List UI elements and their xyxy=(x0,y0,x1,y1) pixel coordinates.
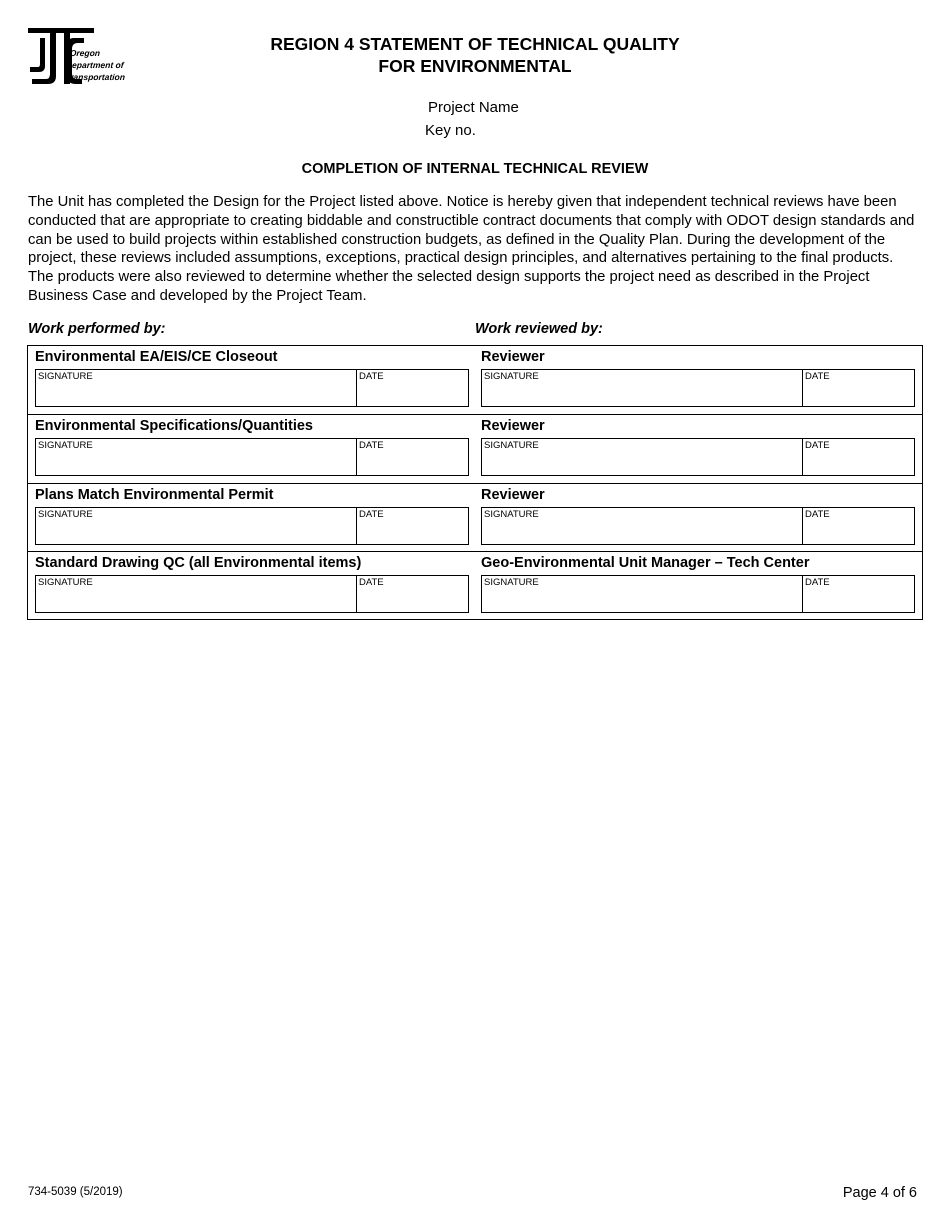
title-line-2: FOR ENVIRONMENTAL xyxy=(378,56,572,76)
performer-signature-box[interactable] xyxy=(35,575,469,613)
page-title xyxy=(200,33,750,77)
date-label: DATE xyxy=(805,577,830,588)
odot-logo xyxy=(26,26,146,88)
signature-label: SIGNATURE xyxy=(484,440,539,451)
date-divider xyxy=(802,439,803,475)
date-divider xyxy=(802,576,803,612)
date-divider xyxy=(356,370,357,406)
date-label: DATE xyxy=(359,440,384,451)
signature-row xyxy=(28,483,922,552)
performer-role-title: Environmental EA/EIS/CE Closeout xyxy=(35,349,278,365)
performer-role-title: Plans Match Environmental Permit xyxy=(35,487,274,503)
date-label: DATE xyxy=(359,371,384,382)
date-divider xyxy=(356,508,357,544)
date-label: DATE xyxy=(805,509,830,520)
date-divider xyxy=(356,576,357,612)
performer-role-title: Standard Drawing QC (all Environmental items) xyxy=(35,555,362,571)
date-label: DATE xyxy=(805,371,830,382)
signature-label: SIGNATURE xyxy=(38,509,93,520)
reviewer-signature-box[interactable] xyxy=(481,575,915,613)
section-title: COMPLETION OF INTERNAL TECHNICAL REVIEW xyxy=(301,161,649,177)
date-label: DATE xyxy=(805,440,830,451)
signature-label: SIGNATURE xyxy=(484,371,539,382)
work-performed-heading: Work performed by: xyxy=(28,321,166,337)
date-label: DATE xyxy=(359,509,384,520)
reviewer-role-title: Reviewer xyxy=(481,418,545,434)
logo-line-department: Department of xyxy=(65,60,124,70)
key-no-label: Key no. xyxy=(425,122,476,139)
date-label: DATE xyxy=(359,577,384,588)
form-number: 734-5039 (5/2019) xyxy=(28,1186,123,1198)
date-divider xyxy=(356,439,357,475)
performer-role-title: Environmental Specifications/Quantities xyxy=(35,418,313,434)
reviewer-role-title: Geo-Environmental Unit Manager – Tech Center xyxy=(481,555,810,571)
date-divider xyxy=(802,370,803,406)
logo-line-transportation: Transportation xyxy=(64,72,126,82)
performer-signature-box[interactable] xyxy=(35,507,469,545)
signature-label: SIGNATURE xyxy=(38,440,93,451)
reviewer-role-title: Reviewer xyxy=(481,349,545,365)
reviewer-signature-box[interactable] xyxy=(481,438,915,476)
signature-label: SIGNATURE xyxy=(38,371,93,382)
performer-signature-box[interactable] xyxy=(35,438,469,476)
signature-grid xyxy=(27,345,923,620)
reviewer-signature-box[interactable] xyxy=(481,369,915,407)
signature-row xyxy=(28,346,922,414)
page-number: Page 4 of 6 xyxy=(842,1185,917,1201)
project-name-label: Project Name xyxy=(428,99,519,116)
signature-row xyxy=(28,414,922,483)
signature-label: SIGNATURE xyxy=(484,509,539,520)
title-line-1: REGION 4 STATEMENT OF TECHNICAL QUALITY xyxy=(270,34,680,54)
logo-line-oregon: Oregon xyxy=(69,48,101,58)
performer-signature-box[interactable] xyxy=(35,369,469,407)
notice-paragraph: The Unit has completed the Design for the Project listed above. Notice is hereby given that independent technical reviews have been conducted that are appropriate to creating biddable and constructible contract documents that comply with ODOT design standards and can be used to build projects within established construction budgets, as defined in the Quality Plan. During the development of the project, these reviews included assumptions, exceptions, practical design principles, and alternatives pertaining to the final products. The products were also reviewed to determine whether the selected design supports the project need as described in the Project Business Case and developed by the Project Team. xyxy=(28,194,915,304)
signature-row xyxy=(28,551,922,620)
signature-label: SIGNATURE xyxy=(38,577,93,588)
reviewer-role-title: Reviewer xyxy=(481,487,545,503)
logo-text xyxy=(65,47,127,83)
signature-label: SIGNATURE xyxy=(484,577,539,588)
work-reviewed-heading: Work reviewed by: xyxy=(475,321,603,337)
reviewer-signature-box[interactable] xyxy=(481,507,915,545)
date-divider xyxy=(802,508,803,544)
